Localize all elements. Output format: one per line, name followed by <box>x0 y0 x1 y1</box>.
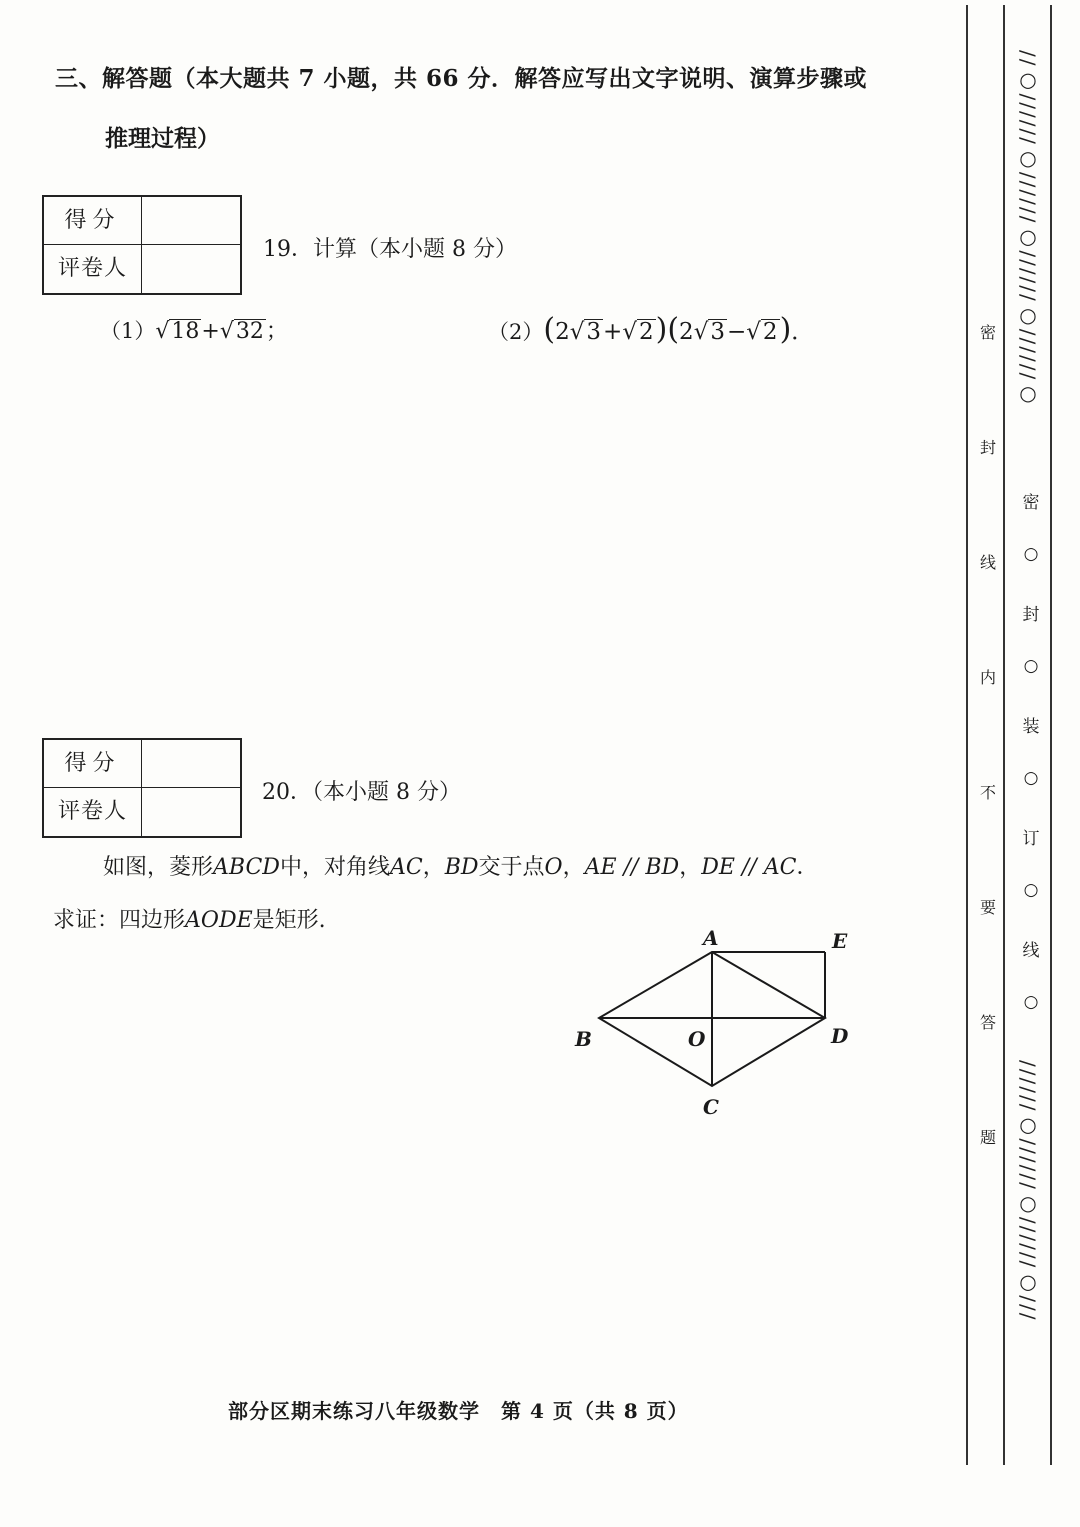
rhombus-figure <box>560 920 880 1130</box>
q20-prove: 求证：四边形AODE是矩形. <box>53 908 326 933</box>
q20-title: 20．（本小题 8 分） <box>262 780 461 805</box>
grader-label: 评卷人 <box>44 788 142 836</box>
q19-part1: （1）√18+√32； <box>100 319 288 344</box>
score-label: 得分 <box>44 197 142 244</box>
binding-cut-marks-top: //○//////○//////○//////○//////○ <box>1016 50 1040 408</box>
binding-outer-words: 密 ○ 封 ○ 装 ○ 订 ○ 线 ○ <box>1022 493 1040 1012</box>
q19-part2: （2）(2√3+√2)(2√3−√2)． <box>488 312 815 347</box>
section-heading-continuation: 推理过程） <box>105 125 220 152</box>
label-o: O <box>688 1027 706 1051</box>
binding-line-3 <box>1050 5 1052 1465</box>
q19-title: 19．计算（本小题 8 分） <box>263 237 517 262</box>
score-box-q20 <box>42 738 242 838</box>
page-footer: 部分区期末练习八年级数学 第 4 页（共 8 页） <box>228 1399 689 1423</box>
grader-label: 评卷人 <box>44 245 142 293</box>
binding-inner-words: 密 封 线 内 不 要 答 题 <box>979 323 996 1147</box>
binding-line-2 <box>1003 5 1005 1465</box>
score-box-q19 <box>42 195 242 295</box>
section-heading: 三、解答题（本大题共 7 小题，共 66 分．解答应写出文字说明、演算步骤或 <box>55 65 868 92</box>
label-e: E <box>832 929 848 953</box>
score-label: 得分 <box>44 740 142 787</box>
binding-cut-marks-bottom: //////○//////○//////○/// <box>1016 1060 1040 1322</box>
q20-statement: 如图，菱形ABCD中，对角线AC，BD交于点O，AE // BD，DE // AC． <box>103 855 819 880</box>
binding-line-1 <box>966 5 968 1465</box>
label-a: A <box>703 926 719 950</box>
label-d: D <box>831 1024 849 1048</box>
label-b: B <box>575 1027 592 1051</box>
label-c: C <box>703 1095 719 1119</box>
